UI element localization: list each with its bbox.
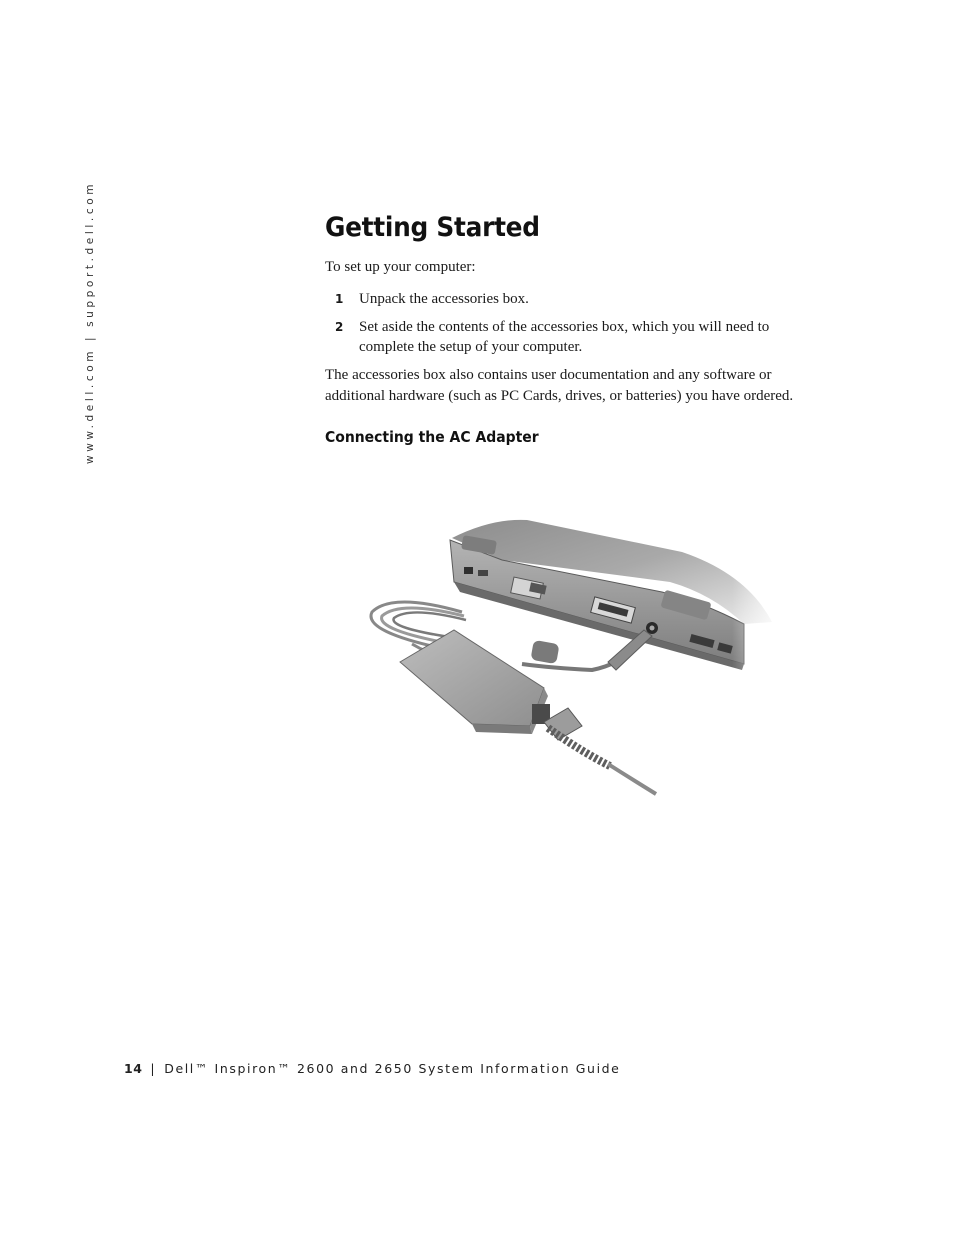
- page-number: 14: [124, 1061, 143, 1076]
- sidebar-url: www.dell.com | support.dell.com: [84, 180, 96, 464]
- steps-list: [325, 289, 815, 357]
- intro-text: To set up your computer:: [325, 259, 476, 275]
- step-number: 2: [335, 320, 344, 334]
- step-item: [325, 289, 815, 309]
- guide-title: Dell™ Inspiron™ 2600 and 2650 System Information Guide: [164, 1061, 621, 1076]
- step-item: [325, 317, 815, 357]
- step-number: 1: [335, 292, 344, 306]
- section-subheading: Connecting the AC Adapter: [325, 428, 539, 446]
- footer-separator: |: [150, 1061, 157, 1076]
- ac-adapter-illustration: [352, 512, 792, 812]
- main-content: [325, 212, 815, 446]
- step-text: Unpack the accessories box.: [359, 291, 529, 307]
- page-footer: [124, 1061, 620, 1076]
- page-title: Getting Started: [325, 212, 540, 243]
- body-paragraph: The accessories box also contains user documentation and any software or additional hardware (such as PC Cards, drives, or batteries) you have ordered.: [325, 367, 794, 404]
- step-text: Set aside the contents of the accessories box, which you will need to complete the setup of your computer.: [359, 319, 770, 355]
